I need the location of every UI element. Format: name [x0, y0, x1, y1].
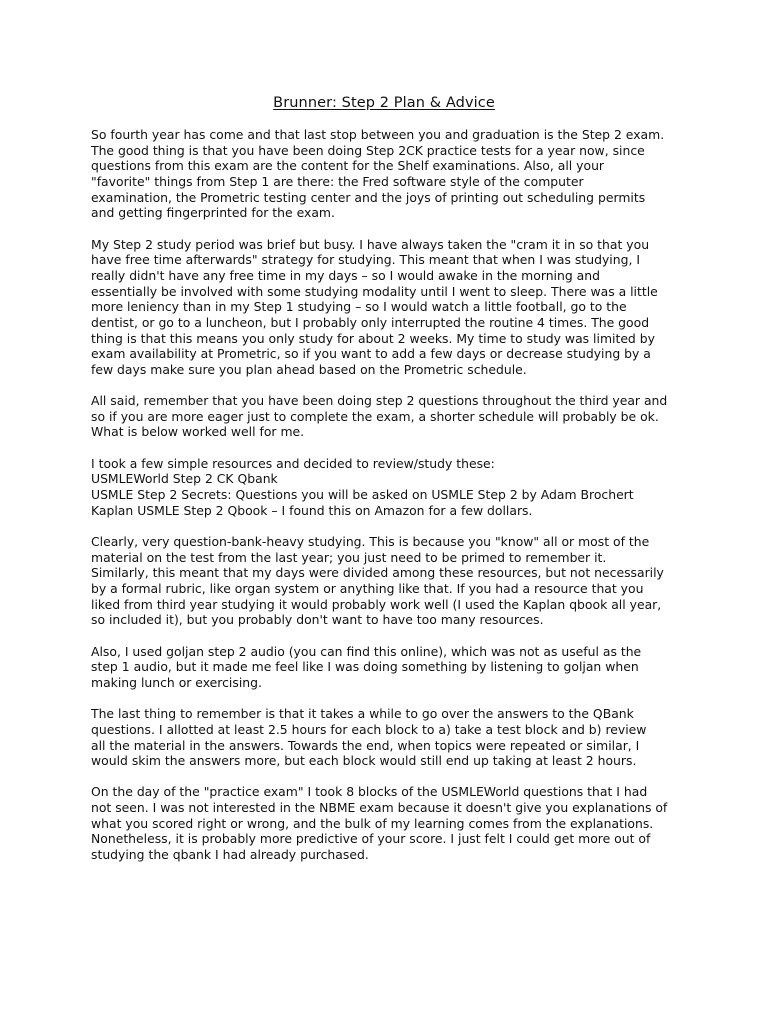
text-line: so if you are more eager just to complete the exam, a shorter schedule will probably be ok. [91, 408, 659, 424]
text-line: questions from this exam are the content for the Shelf examinations. Also, all your [91, 158, 605, 174]
text-line: and getting fingerprinted for the exam. [91, 205, 335, 221]
text-line: really didn't have any free time in my days – so I would awake in the morning and [91, 267, 600, 283]
text-line: step 1 audio, but it made me feel like I was doing something by listening to goljan when [91, 659, 639, 675]
text-line: Similarly, this meant that my days were divided among these resources, but not necessarily [91, 565, 664, 581]
paragraph-study-period [91, 237, 691, 378]
text-line: making lunch or exercising. [91, 674, 262, 690]
text-line: by a formal rubric, like organ system or anything like that. If you had a resource that you [91, 580, 644, 596]
text-line: I took a few simple resources and decided to review/study these: [91, 455, 495, 471]
text-line: material on the test from the last year; you just need to be primed to remember it. [91, 549, 607, 565]
text-line: have free time afterwards" strategy for studying. This meant that when I was studying, I [91, 252, 640, 268]
document-title: Brunner: Step 2 Plan & Advice [273, 95, 495, 111]
text-line: studying the qbank I had already purchased. [91, 847, 369, 863]
text-line: Clearly, very question-bank-heavy studying. This is because you "know" all or most of the [91, 534, 650, 549]
text-line: dentist, or go to a luncheon, but I probably only interrupted the routine 4 times. The good [91, 314, 650, 330]
paragraph-goljan-audio [91, 644, 691, 691]
text-line: What is below worked well for me. [91, 424, 305, 440]
text-line: All said, remember that you have been doing step 2 questions throughout the third year and [91, 393, 668, 409]
paragraph-qbank-heavy [91, 534, 691, 628]
paragraph-all-said [91, 393, 691, 440]
text-line: essentially be involved with some studying modality until I went to sleep. There was a little [91, 283, 658, 299]
text-line: Also, I used goljan step 2 audio (you can find this online), which was not as useful as the [91, 643, 642, 659]
text-line: what you scored right or wrong, and the bulk of my learning comes from the explanations. [91, 815, 654, 831]
text-line: The last thing to remember is that it takes a while to go over the answers to the QBank [91, 706, 634, 722]
text-line: My Step 2 study period was brief but busy. I have always taken the "cram it in so that you [91, 236, 650, 252]
paragraph-practice-exam [91, 784, 691, 862]
paragraph-resources [91, 456, 691, 519]
text-line: would skim the answers more, but each block would still end up taking at least 2 hours. [91, 753, 637, 769]
document-body [91, 127, 691, 878]
text-line: questions. I allotted at least 2.5 hours for each block to a) take a test block and b) review [91, 721, 647, 737]
text-line: not seen. I was not interested in the NBME exam because it doesn't give you explanations of [91, 800, 668, 816]
text-line: The good thing is that you have been doing Step 2CK practice tests for a year now, since [91, 142, 645, 158]
text-line: Nonetheless, it is probably more predictive of your score. I just felt I could get more out of [91, 831, 651, 847]
text-line: more leniency than in my Step 1 studying – so I would watch a little football, go to the [91, 299, 627, 315]
paragraph-answers-review [91, 706, 691, 769]
text-line: exam availability at Prometric, so if you want to add a few days or decrease studying by a [91, 346, 651, 362]
text-line: liked from third year studying it would probably work well (I used the Kaplan qbook all year, [91, 596, 662, 612]
text-line: So fourth year has come and that last stop between you and graduation is the Step 2 exam. [91, 127, 665, 142]
paragraph-intro [91, 127, 691, 221]
text-line: "favorite" things from Step 1 are there: the Fred software style of the computer [91, 173, 584, 189]
text-line: examination, the Prometric testing center and the joys of printing out scheduling permits [91, 189, 646, 205]
resource-item: USMLEWorld Step 2 CK Qbank [91, 471, 278, 487]
text-line: few days make sure you plan ahead based on the Prometric schedule. [91, 361, 527, 377]
text-line: On the day of the "practice exam" I took 8 blocks of the USMLEWorld questions that I had [91, 784, 648, 800]
resource-item: USMLE Step 2 Secrets: Questions you will be asked on USMLE Step 2 by Adam Brochert [91, 487, 634, 503]
text-line: thing is that this means you only study for about 2 weeks. My time to study was limited by [91, 330, 655, 346]
resource-item: Kaplan USMLE Step 2 Qbook – I found this on Amazon for a few dollars. [91, 502, 533, 518]
text-line: all the material in the answers. Towards the end, when topics were repeated or similar, I [91, 737, 640, 753]
text-line: so included it), but you probably don't want to have too many resources. [91, 612, 544, 628]
